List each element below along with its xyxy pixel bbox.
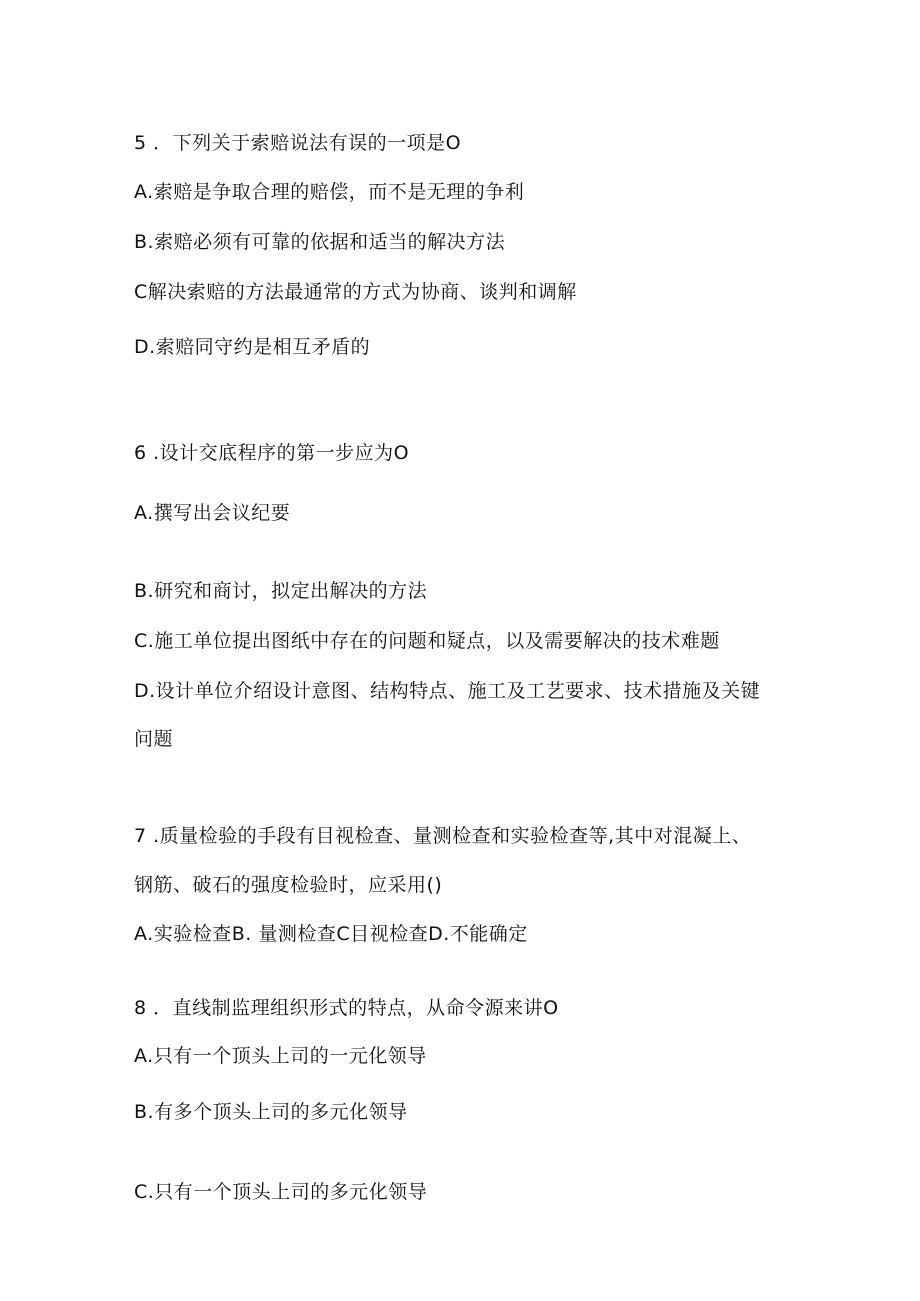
question-5-option-b: B.索赔必须有可靠的依据和适当的解决方法 (134, 231, 506, 253)
question-8-stem: 8 ．直线制监理组织形式的特点，从命令源来讲O (134, 997, 559, 1019)
question-6-option-d-continued: 问题 (134, 728, 174, 750)
question-8-option-c: C.只有一个顶头上司的多元化领导 (134, 1181, 428, 1203)
question-5-stem: 5 ．下列关于索赔说法有误的一项是O (134, 132, 462, 154)
question-6-option-b: B.研究和商讨，拟定出解决的方法 (134, 580, 428, 602)
question-7-stem-line-2: 钢筋、破石的强度检验时，应采用() (134, 874, 443, 896)
question-7-stem-line-1: 7 .质量检验的手段有目视检查、量测检查和实验检查等,其中对混凝上、 (134, 825, 752, 847)
question-6-option-c: C.施工单位提出图纸中存在的问题和疑点，以及需要解决的技术难题 (134, 630, 720, 652)
question-7-options: A.实验检查B. 量测检查C目视检查D.不能确定 (134, 923, 528, 945)
question-8-option-a: A.只有一个顶头上司的一元化领导 (134, 1045, 427, 1067)
question-5-option-d: D.索赔同守约是相互矛盾的 (134, 336, 371, 358)
question-6-stem: 6 .设计交底程序的第一步应为O (134, 442, 410, 464)
question-5-option-c: C解决索赔的方法最通常的方式为协商、谈判和调解 (134, 281, 577, 303)
question-5-option-a: A.索赔是争取合理的赔偿，而不是无理的争利 (134, 181, 525, 203)
question-6-option-d: D.设计单位介绍设计意图、结构特点、施工及工艺要求、技术措施及关键 (134, 680, 761, 702)
question-6-option-a: A.撰写出会议纪要 (134, 502, 291, 524)
question-8-option-b: B.有多个顶头上司的多元化领导 (134, 1101, 408, 1123)
